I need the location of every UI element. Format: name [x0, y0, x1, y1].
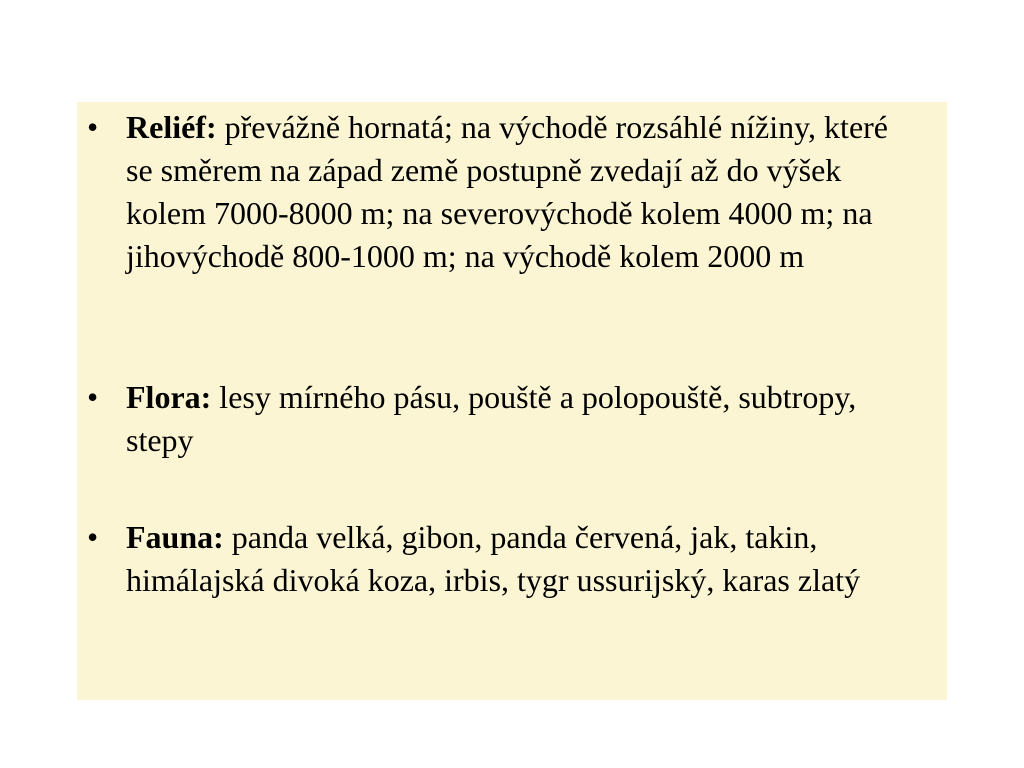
bullet-label: Reliéf: — [126, 109, 217, 145]
bullet-icon: • — [87, 109, 99, 145]
bullet-label: Flora: — [126, 379, 212, 415]
bullet-body: lesy mírného pásu, pouště a polopouště, subtropy, stepy — [126, 379, 857, 458]
bullet-text — [126, 376, 916, 462]
bullet-text — [126, 106, 916, 278]
bullet-text — [126, 516, 916, 602]
bullet-label: Fauna: — [126, 519, 224, 555]
bullet-icon: • — [87, 519, 99, 555]
bullet-body: převážně hornatá; na východě rozsáhlé nížiny, které se směrem na západ země postupně zvedají až do výšek kolem 7000-8000 m; na severovýchodě kolem 4000 m; na jihovýchodě 800-1000 m; na východě kolem 2000 m — [126, 109, 888, 274]
bullet-icon: • — [87, 379, 99, 415]
content-box — [77, 102, 947, 700]
bullet-body: panda velká, gibon, panda červená, jak, takin, himálajská divoká koza, irbis, tygr ussurijský, karas zlatý — [126, 519, 861, 598]
